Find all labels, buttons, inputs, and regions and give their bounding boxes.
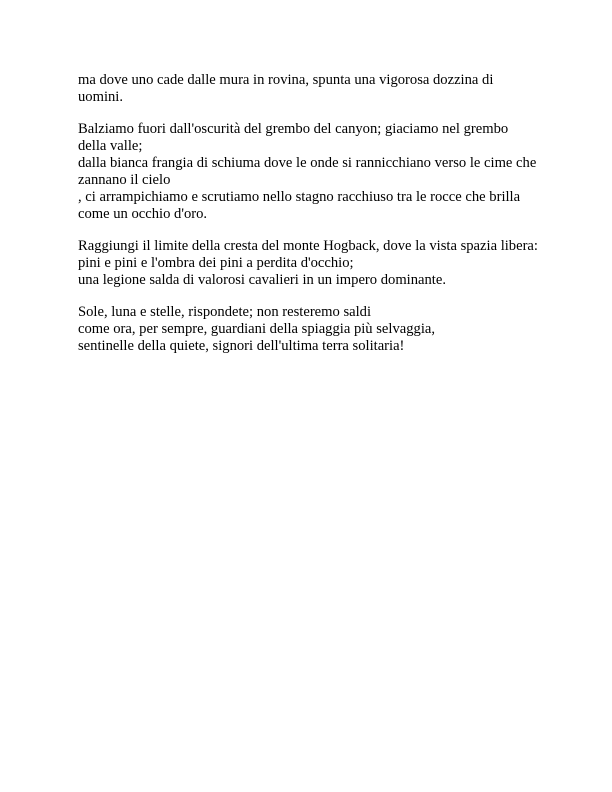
poem-line: pini e pini e l'ombra dei pini a perdita d'occhio; [78,255,354,271]
poem-line: sentinelle della quiete, signori dell'ultima terra solitaria! [78,338,405,354]
poem-body [78,72,540,370]
poem-line: come ora, per sempre, guardiani della spiaggia più selvaggia, [78,321,436,337]
poem-line: Balziamo fuori dall'oscurità del grembo del canyon; giaciamo nel grembo della valle; [78,121,509,154]
stanza-4 [78,304,540,355]
stanza-2 [78,121,540,223]
poem-line: Sole, luna e stelle, rispondete; non resteremo saldi [78,304,372,320]
poem-line: , ci arrampichiamo e scrutiamo nello stagno racchiuso tra le rocce che brilla come un occhio d'oro. [78,189,521,222]
poem-line: Raggiungi il limite della cresta del monte Hogback, dove la vista spazia libera: [78,238,538,254]
poem-line: ma dove uno cade dalle mura in rovina, spunta una vigorosa dozzina di uomini. [78,72,494,105]
stanza-1 [78,72,540,106]
poem-line: dalla bianca frangia di schiuma dove le onde si rannicchiano verso le cime che zannano il cielo [78,155,537,188]
stanza-3 [78,238,540,289]
poem-line: una legione salda di valorosi cavalieri in un impero dominante. [78,272,446,288]
